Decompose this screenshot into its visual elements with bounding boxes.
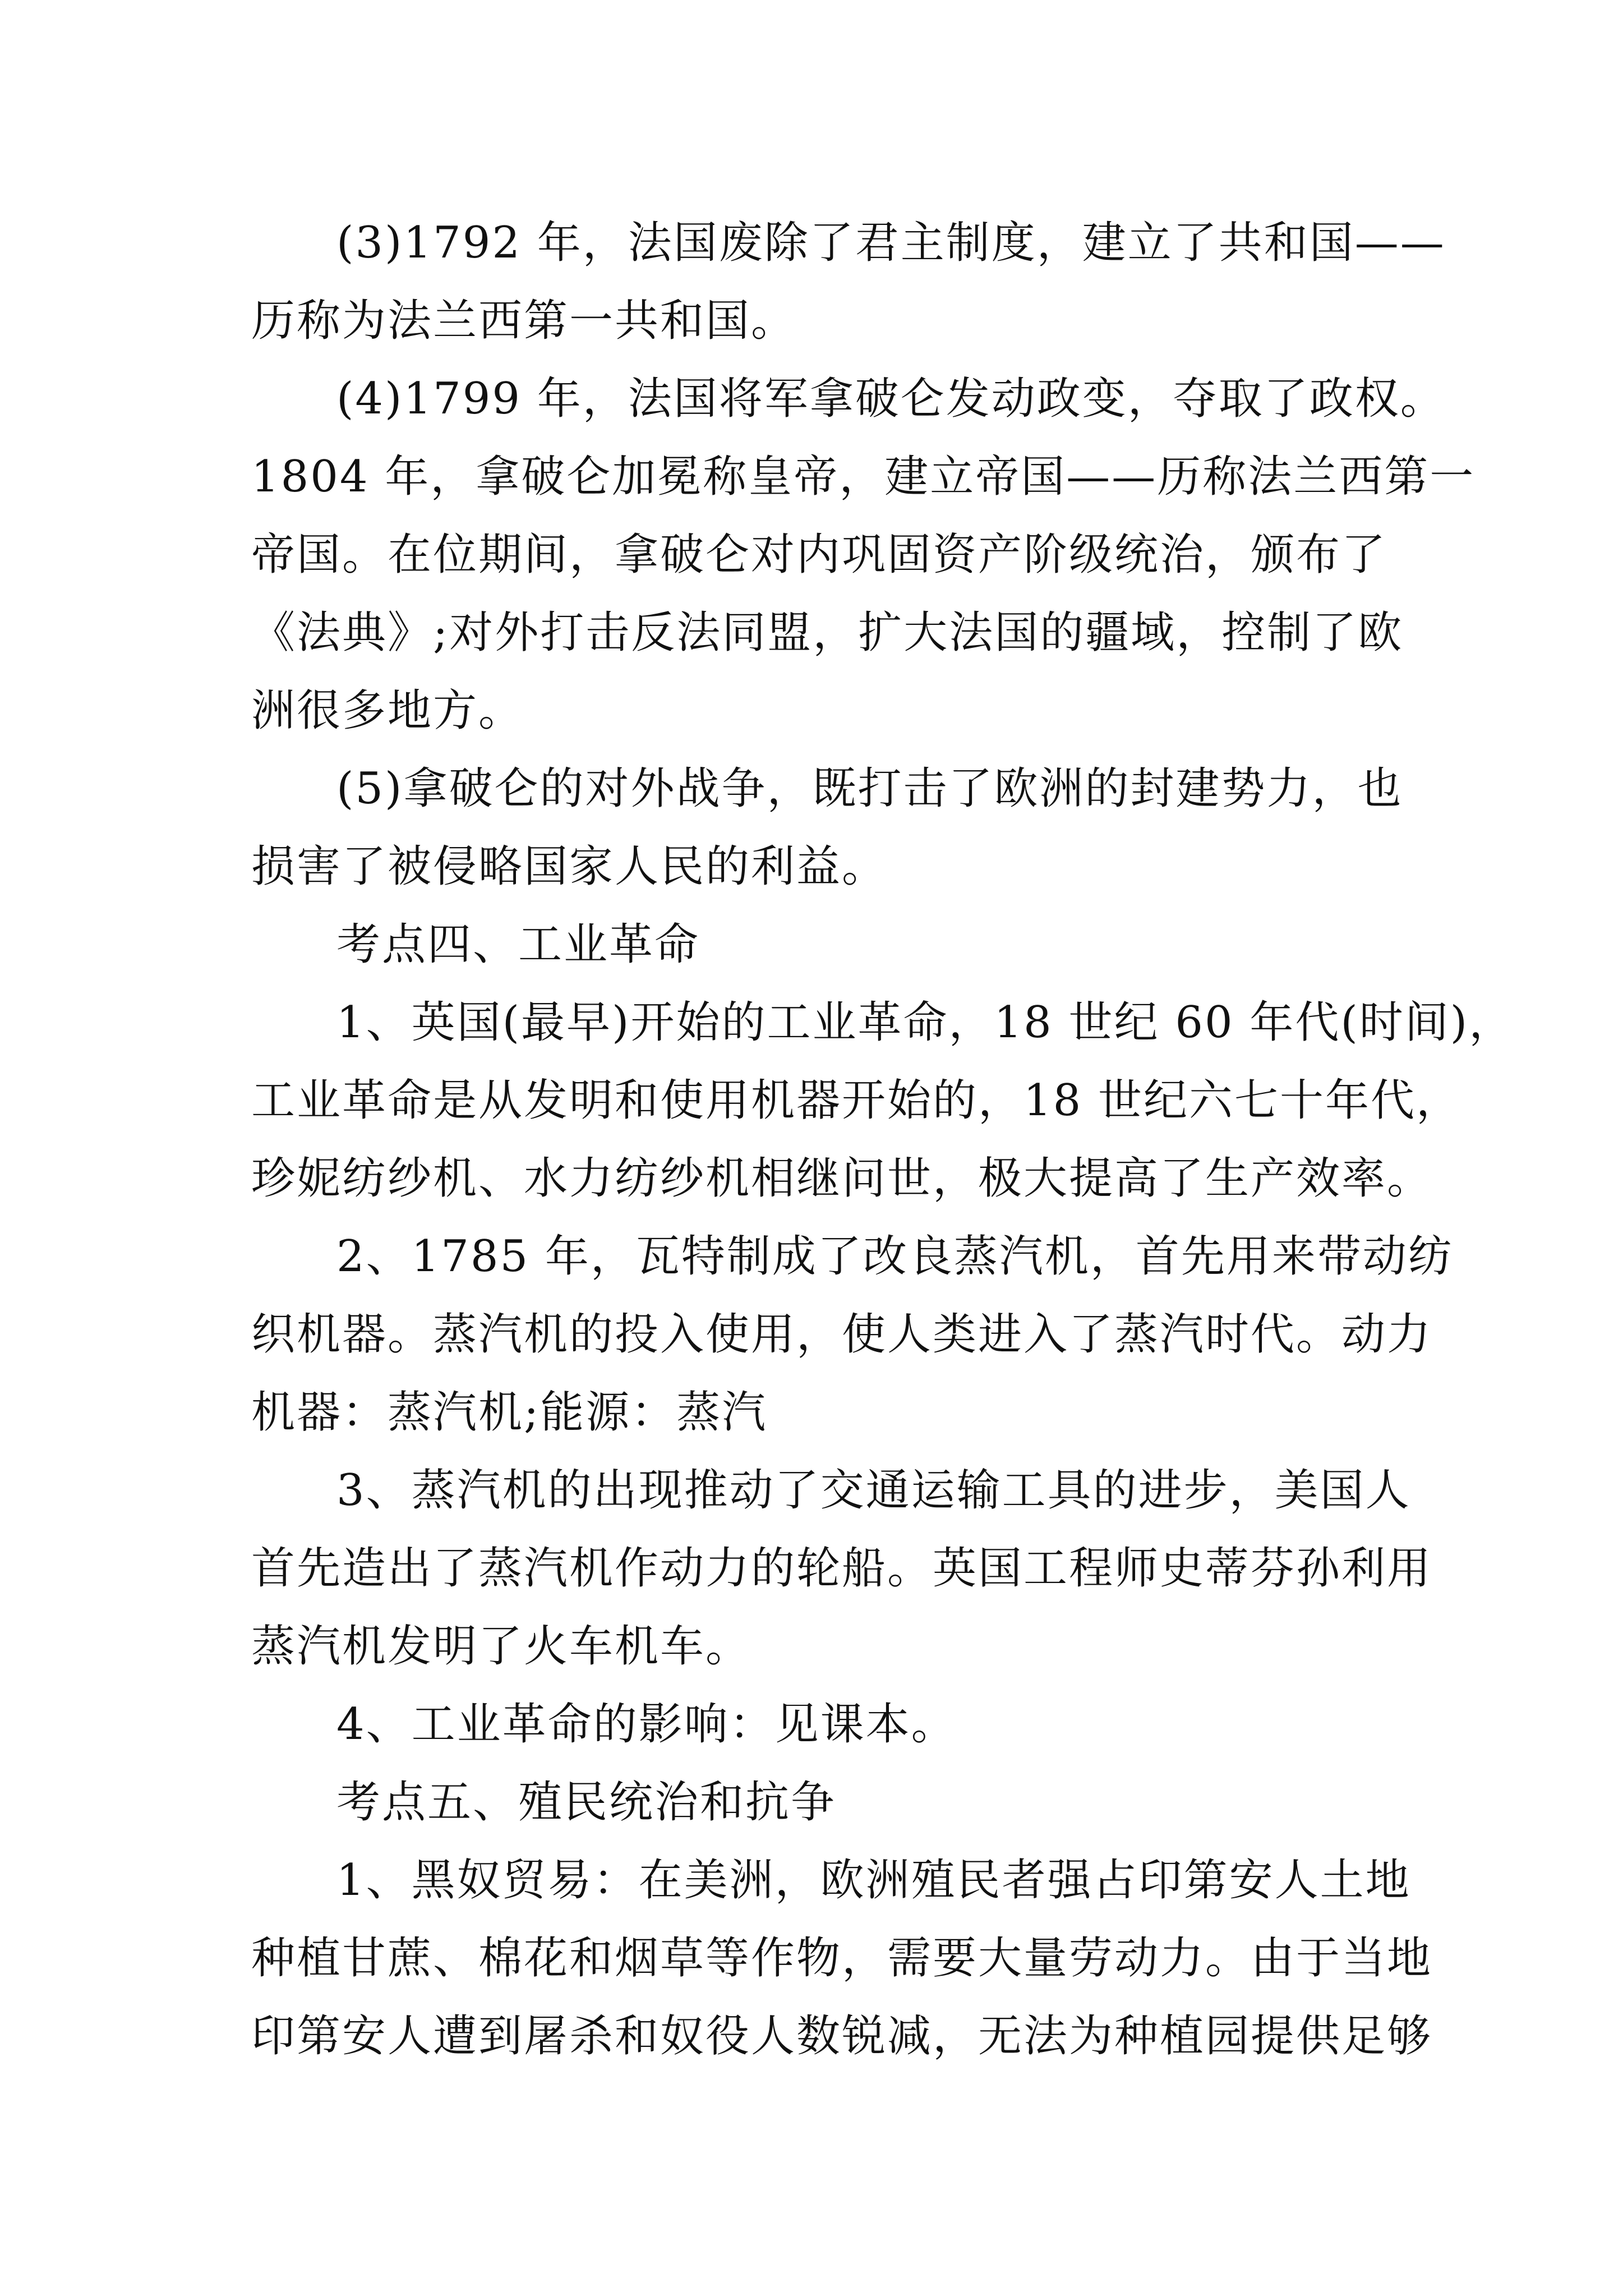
document-body bbox=[251, 204, 1515, 2076]
text-line: 机器：蒸汽机;能源：蒸汽 bbox=[251, 1387, 768, 1438]
text-line: 1、黑奴贸易：在美洲，欧洲殖民者强占印第安人土地 bbox=[336, 1855, 1411, 1906]
text-line: 洲很多地方。 bbox=[251, 685, 524, 736]
text-line: 首先造出了蒸汽机作动力的轮船。英国工程师史蒂芬孙利用 bbox=[251, 1543, 1433, 1594]
text-line: 蒸汽机发明了火车机车。 bbox=[251, 1621, 751, 1672]
text-line: 历称为法兰西第一共和国。 bbox=[251, 296, 797, 346]
text-line: 《法典》;对外打击反法同盟，扩大法国的疆域，控制了欧 bbox=[251, 608, 1404, 658]
text-line: 织机器。蒸汽机的投入使用，使人类进入了蒸汽时代。动力 bbox=[251, 1309, 1433, 1360]
text-line: (5)拿破仑的对外战争，既打击了欧洲的封建势力，也 bbox=[336, 763, 1403, 814]
text-line: 3、蒸汽机的出现推动了交通运输工具的进步，美国人 bbox=[336, 1465, 1411, 1516]
text-line: (4)1799 年，法国将军拿破仑发动政变，夺取了政权。 bbox=[336, 374, 1446, 424]
text-line: 4、工业革命的影响：见课本。 bbox=[336, 1699, 957, 1750]
text-line: 工业革命是从发明和使用机器开始的，18 世纪六七十年代， bbox=[251, 1075, 1462, 1126]
text-line: 帝国。在位期间，拿破仑对内巩固资产阶级统治，颁布了 bbox=[251, 530, 1387, 580]
text-line: 种植甘蔗、棉花和烟草等作物，需要大量劳动力。由于当地 bbox=[251, 1933, 1433, 1984]
text-line: 印第安人遭到屠杀和奴役人数锐减，无法为种植园提供足够 bbox=[251, 2011, 1433, 2062]
text-line: 1、英国(最早)开始的工业革命，18 世纪 60 年代(时间)， bbox=[336, 997, 1515, 1048]
section-heading: 考点五、殖民统治和抗争 bbox=[336, 1777, 837, 1828]
text-line: (3)1792 年，法国废除了君主制度，建立了共和国—— bbox=[336, 218, 1446, 268]
text-line: 珍妮纺纱机、水力纺纱机相继问世，极大提高了生产效率。 bbox=[251, 1153, 1433, 1204]
text-line: 损害了被侵略国家人民的利益。 bbox=[251, 841, 888, 892]
text-line: 2、1785 年，瓦特制成了改良蒸汽机，首先用来带动纺 bbox=[336, 1231, 1454, 1282]
text-line: 1804 年，拿破仑加冕称皇帝，建立帝国——历称法兰西第一 bbox=[251, 452, 1476, 502]
section-heading: 考点四、工业革命 bbox=[336, 919, 700, 970]
